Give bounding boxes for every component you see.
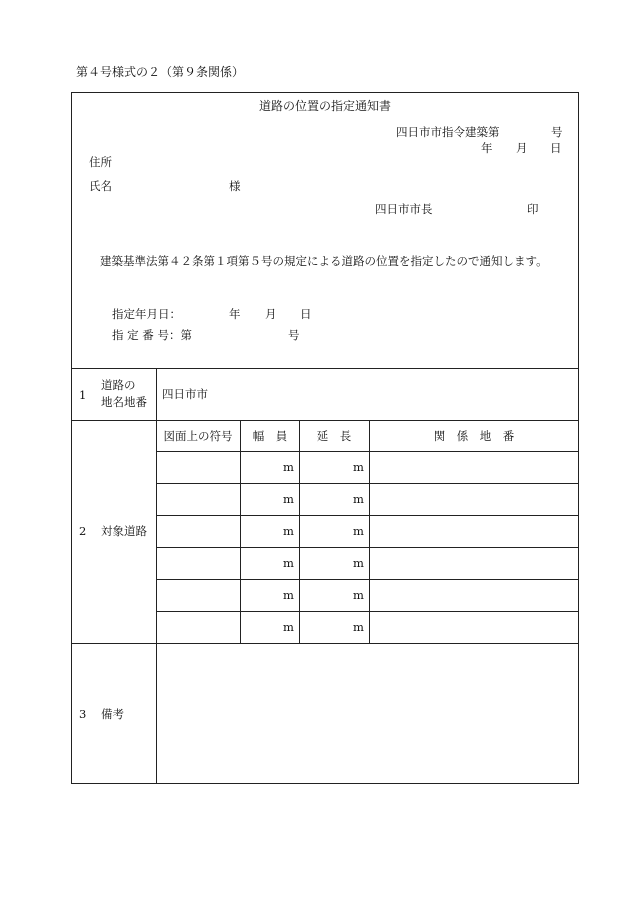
section3-top-rule (71, 643, 579, 644)
header-related-lots: 関 係 地 番 (433, 429, 515, 443)
document-title: 道路の位置の指定通知書 (258, 99, 392, 113)
table-column-rule (369, 420, 370, 643)
designation-month: 月 (265, 307, 277, 321)
designation-day: 日 (300, 307, 312, 321)
width-unit: m (283, 524, 294, 538)
length-unit: m (353, 556, 364, 570)
issuer-name: 四日市市長 (375, 202, 433, 216)
section3-label: 備考 (101, 707, 124, 721)
length-unit: m (353, 492, 364, 506)
designation-date-label: 指定年月日： (112, 307, 181, 321)
notice-number-suffix: 号 (551, 125, 563, 139)
label-column-rule (156, 368, 157, 784)
width-unit: m (283, 460, 294, 474)
address-label: 住所 (89, 155, 112, 169)
date-year: 年 (481, 141, 493, 155)
designation-number-suffix: 号 (288, 328, 300, 342)
honorific: 様 (229, 179, 241, 193)
section1-label-line1: 道路の (101, 378, 136, 392)
form-number: 第４号様式の２（第９条関係） (76, 65, 245, 79)
table-row-rule (156, 579, 579, 580)
section3-number: 3 (79, 707, 87, 721)
width-unit: m (283, 556, 294, 570)
width-unit: m (283, 588, 294, 602)
header-length: 延 長 (316, 429, 352, 443)
table-column-rule (299, 420, 300, 643)
width-unit: m (283, 492, 294, 506)
section1-number: 1 (79, 388, 87, 402)
notice-body-text: 建築基準法第４２条第１項第５号の規定による道路の位置を指定したので通知します。 (100, 254, 548, 268)
length-unit: m (353, 620, 364, 634)
designation-number-label: 指 定 番 号：第 (112, 328, 192, 342)
header-width: 幅 員 (252, 429, 288, 443)
date-day: 日 (550, 141, 562, 155)
designation-year: 年 (229, 307, 241, 321)
road-location-value: 四日市市 (162, 387, 208, 401)
section2-number: 2 (79, 524, 87, 538)
length-unit: m (353, 460, 364, 474)
table-row-rule (156, 515, 579, 516)
table-row-rule (156, 451, 579, 452)
table-row-rule (156, 483, 579, 484)
table-row-rule (156, 547, 579, 548)
width-unit: m (283, 620, 294, 634)
section1-top-rule (71, 368, 579, 369)
seal-mark: 印 (527, 202, 539, 216)
table-row-rule (156, 611, 579, 612)
name-label: 氏名 (89, 179, 112, 193)
header-symbol: 図面上の符号 (163, 429, 233, 443)
date-month: 月 (516, 141, 528, 155)
length-unit: m (353, 524, 364, 538)
section1-label-line2: 地名地番 (101, 395, 147, 409)
length-unit: m (353, 588, 364, 602)
section2-label: 対象道路 (101, 524, 147, 538)
notice-number-prefix: 四日市市指令建築第 (396, 125, 500, 139)
section2-top-rule (71, 420, 579, 421)
table-column-rule (240, 420, 241, 643)
